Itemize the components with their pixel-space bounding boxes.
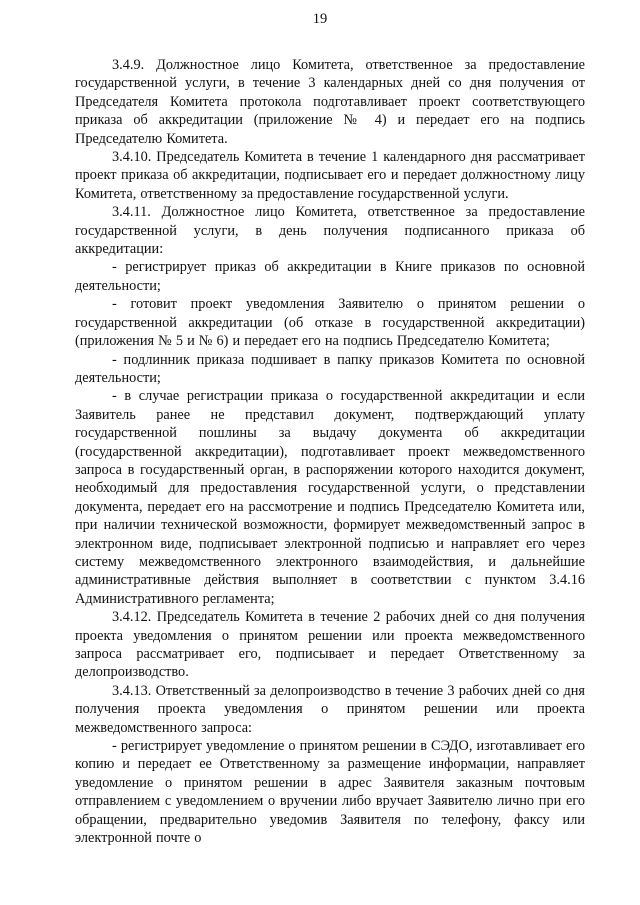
paragraph-3-4-13: 3.4.13. Ответственный за делопроизводство в течение 3 рабочих дней со дня получения проекта уведомления о принятом решении или проекта межведомственного запроса: <box>75 682 585 736</box>
paragraph-3-4-12: 3.4.12. Председатель Комитета в течение 2 рабочих дней со дня получения проекта уведомления о принятом решении или проекта межведомственного запроса рассматривает его, подписывает и передает Ответственному за делопроизводство. <box>75 609 585 681</box>
paragraph-3-4-11: 3.4.11. Должностное лицо Комитета, ответственное за предоставление государственной услуги, в день получения подписанного приказа об аккредитации: <box>75 204 585 258</box>
list-item-file-original: - подлинник приказа подшивает в папку приказов Комитета по основной деятельности; <box>75 351 585 386</box>
list-item-register-notification: - регистрирует уведомление о принятом решении в СЭДО, изготавливает его копию и передает ее Ответственному за размещение информации, направляет уведомление о принятом решении в адрес Заявителя заказным почтовым отправлением с уведомлением о вручении либо вручает Заявителю лично при его обращении, предварительно уведомив Заявителя по телефону, факсу или электронной почте о <box>75 738 585 847</box>
page-number: 19 <box>312 11 328 27</box>
list-item-register-order: - регистрирует приказ об аккредитации в Книге приказов по основной деятельности; <box>75 259 585 294</box>
document-body <box>75 56 585 847</box>
list-item-prepare-notification: - готовит проект уведомления Заявителю о принятом решении о государственной аккредитации (об отказе в государственной аккредитации) (приложения № 5 и № 6) и передает его на подпись Председателю Комитета; <box>75 296 585 350</box>
paragraph-3-4-10: 3.4.10. Председатель Комитета в течение 1 календарного дня рассматривает проект приказа об аккредитации, подписывает его и передает должностному лицу Комитета, ответственному за предоставление государственной услуги. <box>75 149 585 202</box>
paragraph-3-4-9: 3.4.9. Должностное лицо Комитета, ответственное за предоставление государственной услуги, в течение 3 календарных дней со дня получения от Председателя Комитета протокола подготавливает проект соответствующего приказа об аккредитации (приложение № 4) и передает его на подпись Председателю Комитета. <box>75 57 585 147</box>
list-item-interagency-request: - в случае регистрации приказа о государственной аккредитации и если Заявитель ранее не представил документ, подтверждающий уплату государственной пошлины за выдачу документа об аккредитации (государственной аккредитации), подготавливает проект межведомственного запроса в государственный орган, в распоряжении которого находится документ, необходимый для предоставления государственной услуги, о представлении документа, передает его на рассмотрение и подпись Председателю Комитета или, при наличии технической возможности, формирует межведомственный запрос в электронном виде, подписывает электронной подписью и направляет его через систему межведомственного электронного взаимодействия, и дальнейшие административные действия выполняет в соответствии с пунктом 3.4.16 Административного регламента; <box>75 388 585 607</box>
